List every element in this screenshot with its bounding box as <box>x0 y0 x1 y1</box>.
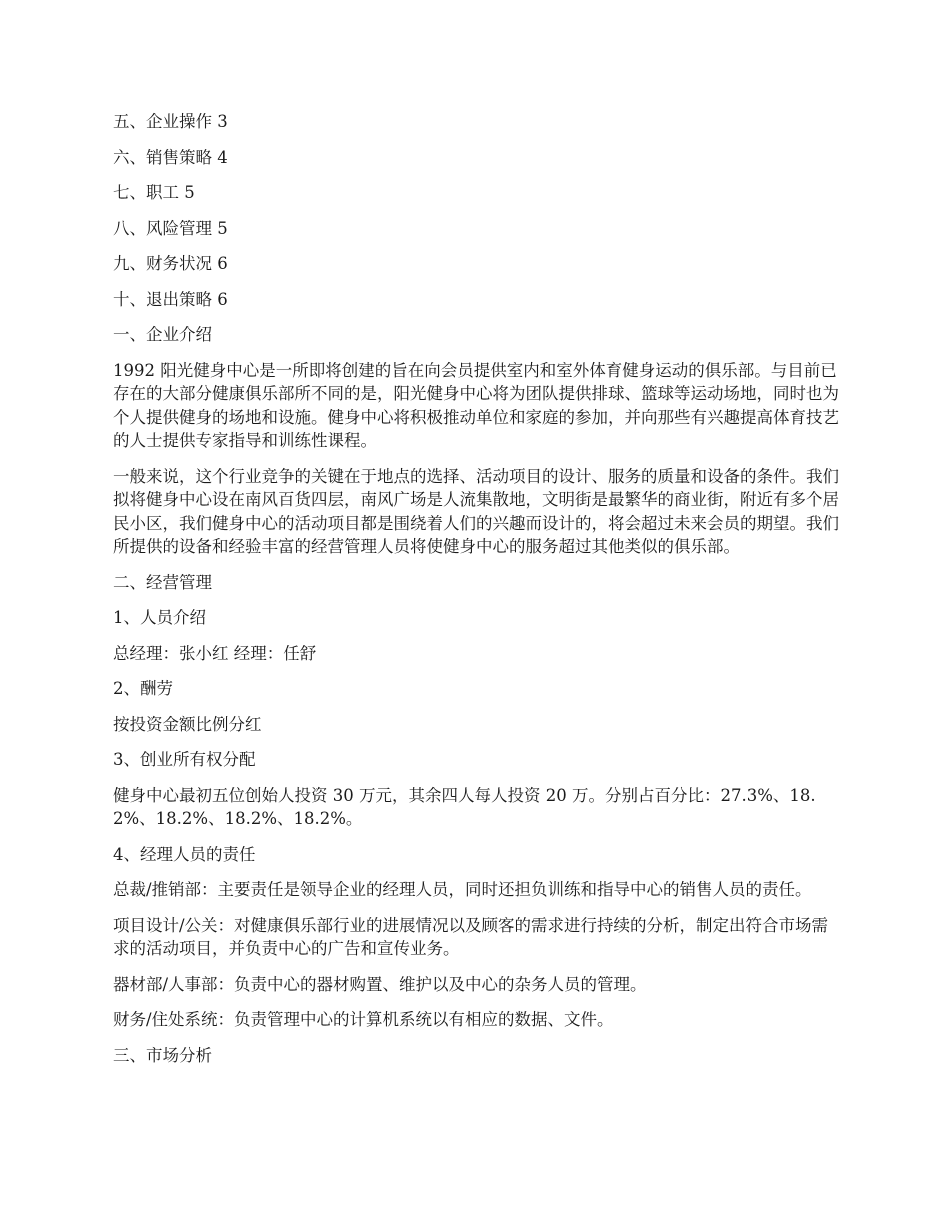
document-body <box>113 110 843 1079</box>
subheading-ownership: 3、创业所有权分配 <box>113 750 256 769</box>
subheading-compensation: 2、酬劳 <box>113 679 173 698</box>
toc-item: 七、职工 5 <box>113 183 195 202</box>
subheading-responsibilities: 4、经理人员的责任 <box>113 844 256 864</box>
toc-item: 六、销售策略 4 <box>113 147 228 167</box>
section-heading-intro: 一、企业介绍 <box>113 325 212 344</box>
responsibility-item: 项目设计/公关：对健康俱乐部行业的进展情况以及顾客的需求进行持续的分析，制定出符合市场需求的活动项目，并负责中心的广告和宣传业务。 <box>113 915 829 958</box>
staff-text: 总经理：张小红 经理：任舒 <box>113 643 317 663</box>
subheading-staff: 1、人员介绍 <box>113 608 206 627</box>
toc-item: 十、退出策略 6 <box>113 289 228 309</box>
responsibility-item: 财务/住处系统：负责管理中心的计算机系统以有相应的数据、文件。 <box>113 1010 614 1029</box>
responsibility-item: 器材部/人事部：负责中心的器材购置、维护以及中心的杂务人员的管理。 <box>113 974 647 994</box>
ownership-text: 健身中心最初五位创始人投资 30 万元，其余四人每人投资 20 万。分别占百分比：27.3%、18.2%、18.2%、18.2%、18.2%。 <box>113 785 816 828</box>
section-heading-market: 三、市场分析 <box>113 1045 212 1065</box>
toc-item: 五、企业操作 3 <box>113 112 228 131</box>
intro-paragraph: 1992 阳光健身中心是一所即将创建的旨在向会员提供室内和室外体育健身运动的俱乐部。与目前已存在的大部分健康俱乐部所不同的是，阳光健身中心将为团队提供排球、篮球等运动场地，同时也为个人提供健身的场地和设施。健身中心将积极推动单位和家庭的参加，并向那些有兴趣提高体育技艺的人士提供专家指导和训练性课程。 <box>113 360 839 450</box>
toc-item: 八、风险管理 5 <box>113 218 228 238</box>
section-heading-management: 二、经营管理 <box>113 572 212 592</box>
compensation-text: 按投资金额比例分红 <box>113 714 262 734</box>
responsibility-item: 总裁/推销部：主要责任是领导企业的经理人员，同时还担负训练和指导中心的销售人员的责任。 <box>113 880 812 899</box>
intro-paragraph: 一般来说，这个行业竞争的关键在于地点的选择、活动项目的设计、服务的质量和设备的条件。我们拟将健身中心设在南风百货四层，南风广场是人流集散地，文明街是最繁华的商业街，附近有多个居民小区，我们健身中心的活动项目都是围绕着人们的兴趣而设计的，将会超过未来会员的期望。我们所提供的设备和经验丰富的经营管理人员将使健身中心的服务超过其他类似的俱乐部。 <box>113 466 839 556</box>
toc-item: 九、财务状况 6 <box>113 254 228 273</box>
